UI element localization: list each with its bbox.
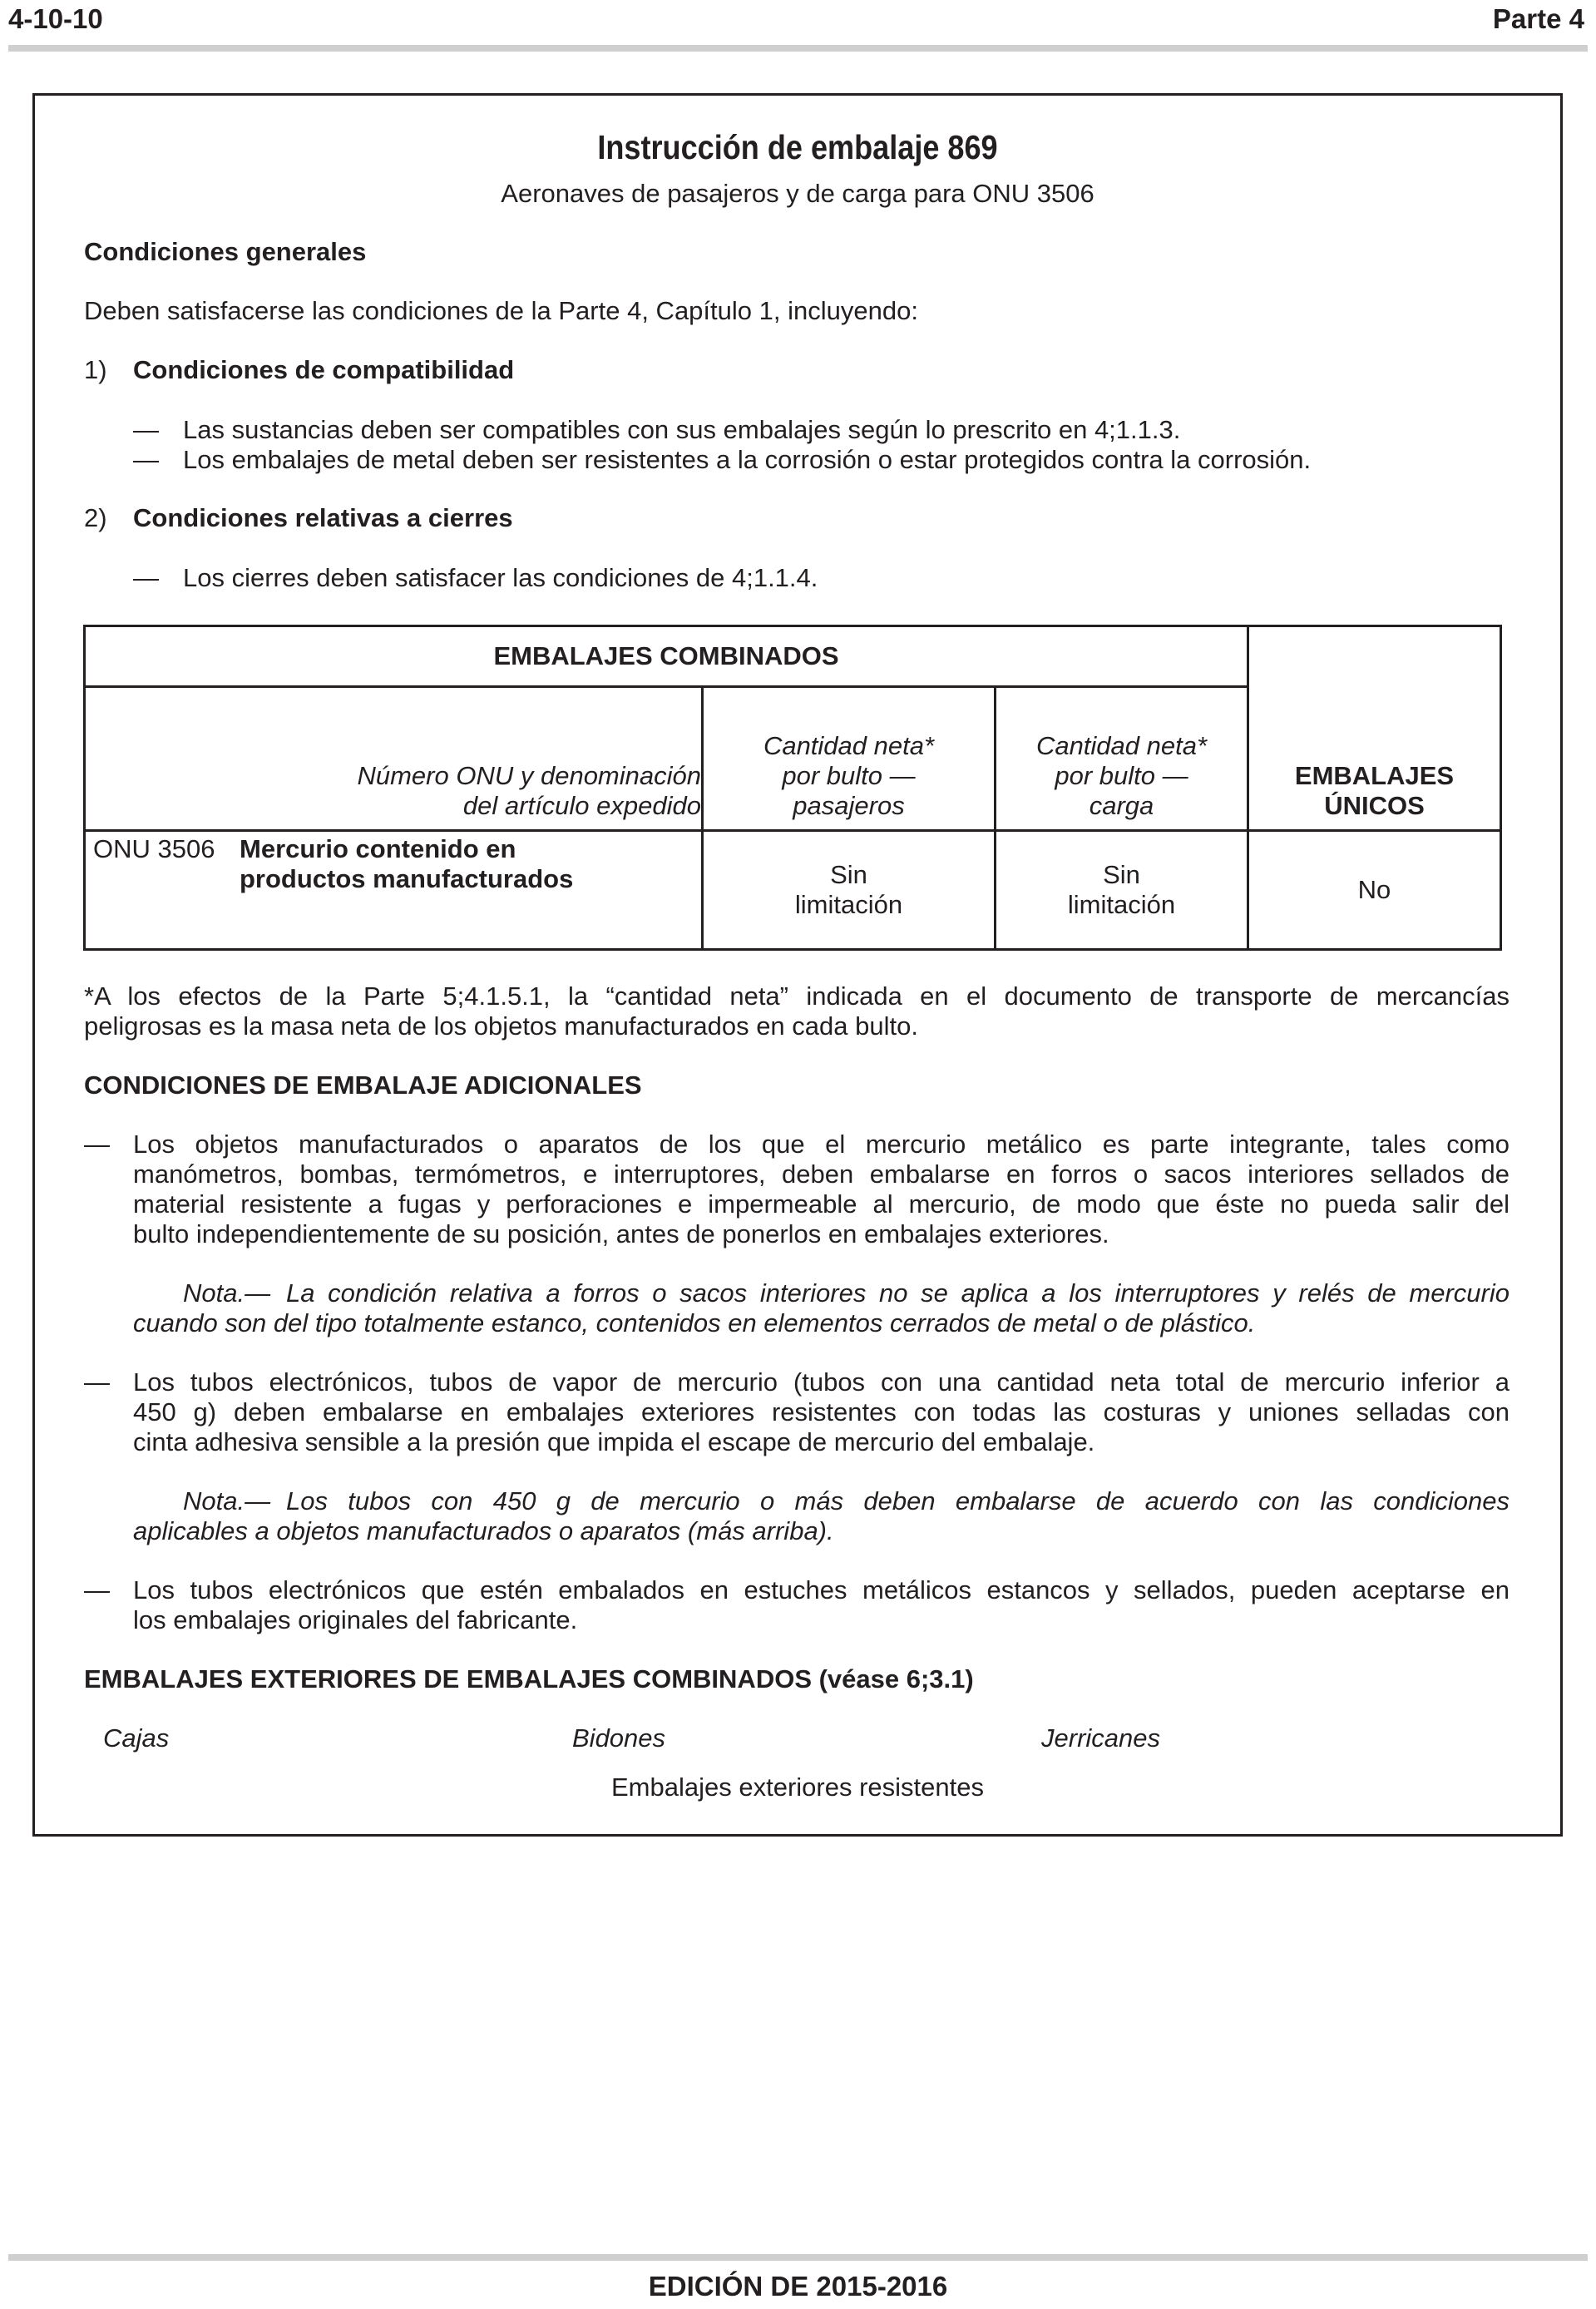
note-line: La condición relativa a forros o sacos interiores no se aplica a los interruptores y relés de mercurio bbox=[286, 1278, 1510, 1308]
footnote-line: *A los efectos de la Parte 5;4.1.5.1, la “cantidad neta” indicada en el documento de transporte de mercancías bbox=[84, 981, 1510, 1011]
paragraph-line: Los tubos electrónicos que estén embalados en estuches metálicos estancos y sellados, pueden aceptarse en bbox=[133, 1575, 1510, 1604]
col-header-single bbox=[1249, 627, 1500, 821]
col-header-passenger bbox=[704, 688, 994, 821]
bullet-dash: — bbox=[133, 445, 159, 474]
page-number: 4-10-10 bbox=[8, 3, 103, 34]
un-number: ONU 3506 bbox=[93, 834, 215, 863]
paragraph-line: cinta adhesiva sensible a la presión que impida el escape de mercurio del embalaje. bbox=[133, 1427, 1095, 1456]
cargo-quantity bbox=[996, 832, 1247, 948]
col-header-un-number bbox=[86, 688, 701, 821]
paragraph-line: 450 g) deben embalarse en embalajes exteriores resistentes con todas las costuras y uniones selladas con bbox=[133, 1397, 1510, 1426]
bullet-text: Las sustancias deben ser compatibles con sus embalajes según lo prescrito en 4;1.1.3. bbox=[183, 415, 1181, 444]
item-number: 1) bbox=[84, 355, 107, 384]
col-header-line: Cantidad neta* bbox=[1035, 731, 1208, 760]
paragraph-line: manómetros, bombas, termómetros, e interruptores, deben embalarse en forros o sacos interiores sellados de bbox=[133, 1159, 1510, 1189]
quantity-line: limitación bbox=[1067, 890, 1176, 919]
general-intro: Deben satisfacerse las condiciones de la Parte 4, Capítulo 1, incluyendo: bbox=[84, 296, 918, 325]
additional-heading: CONDICIONES DE EMBALAJE ADICIONALES bbox=[84, 1070, 642, 1100]
page-title: Instrucción de embalaje 869 bbox=[597, 128, 998, 166]
col-header-line: EMBALAJES bbox=[1294, 761, 1455, 790]
single-packaging-value: No bbox=[1357, 875, 1391, 904]
note-label: Nota.— bbox=[183, 1278, 271, 1308]
paragraph-line: material resistente a fugas y perforaciones e impermeable al mercurio, de modo que éste no pueda salir del bbox=[133, 1189, 1510, 1219]
substance-name: Mercurio contenido en bbox=[240, 834, 516, 863]
col-header-line: carga bbox=[1089, 791, 1154, 820]
col-header-line: Número ONU y denominación bbox=[357, 761, 701, 790]
packaging-table bbox=[83, 625, 1502, 951]
item-number: 2) bbox=[84, 503, 107, 532]
part-label: Parte 4 bbox=[1492, 3, 1584, 34]
bullet-dash: — bbox=[133, 563, 159, 592]
outer-packagings-note: Embalajes exteriores resistentes bbox=[611, 1773, 984, 1802]
col-header-line: por bulto — bbox=[1055, 761, 1188, 790]
col-header-line: ÚNICOS bbox=[1324, 791, 1425, 820]
header-rule bbox=[8, 45, 1588, 52]
paragraph-dash: — bbox=[84, 1367, 110, 1397]
instruction-frame bbox=[32, 93, 1563, 1837]
general-heading: Condiciones generales bbox=[84, 237, 367, 266]
col-header-line: Cantidad neta* bbox=[763, 731, 935, 760]
paragraph-dash: — bbox=[84, 1575, 110, 1604]
note-line: Los tubos con 450 g de mercurio o más deben embalarse de acuerdo con las condiciones bbox=[286, 1486, 1510, 1515]
paragraph-line: Los objetos manufacturados o aparatos de los que el mercurio metálico es parte integrante, tales como bbox=[133, 1130, 1510, 1159]
footnote-line: peligrosas es la masa neta de los objetos manufacturados en cada bulto. bbox=[84, 1011, 918, 1041]
edition-footer: EDICIÓN DE 2015-2016 bbox=[648, 2271, 948, 2302]
combined-packagings-header: EMBALAJES COMBINADOS bbox=[493, 641, 839, 670]
col-header-line: pasajeros bbox=[793, 791, 905, 820]
page-subtitle: Aeronaves de pasajeros y de carga para ONU 3506 bbox=[501, 179, 1094, 208]
paragraph-dash: — bbox=[84, 1130, 110, 1159]
footer-rule bbox=[8, 2254, 1588, 2261]
substance-name: productos manufacturados bbox=[240, 864, 574, 893]
note-line: cuando son del tipo totalmente estanco, contenidos en elementos cerrados de metal o de plástico. bbox=[133, 1308, 1256, 1337]
bullet-text: Los cierres deben satisfacer las condiciones de 4;1.1.4. bbox=[183, 563, 818, 592]
packaging-type: Cajas bbox=[103, 1723, 170, 1753]
note-label: Nota.— bbox=[183, 1486, 271, 1515]
paragraph-line: Los tubos electrónicos, tubos de vapor de mercurio (tubos con una cantidad neta total de mercurio inferior a bbox=[133, 1367, 1510, 1397]
col-header-line: por bulto — bbox=[782, 761, 916, 790]
quantity-line: limitación bbox=[794, 890, 903, 919]
item-heading: Condiciones relativas a cierres bbox=[133, 503, 513, 532]
paragraph-line: los embalajes originales del fabricante. bbox=[133, 1605, 578, 1634]
item-heading: Condiciones de compatibilidad bbox=[133, 355, 515, 384]
passenger-quantity bbox=[704, 832, 994, 948]
col-header-cargo bbox=[996, 688, 1247, 821]
outer-packagings-heading: EMBALAJES EXTERIORES DE EMBALAJES COMBINADOS (véase 6;3.1) bbox=[84, 1664, 974, 1693]
col-header-line: del artículo expedido bbox=[462, 791, 701, 820]
paragraph-line: bulto independientemente de su posición, antes de ponerlos en embalajes exteriores. bbox=[133, 1219, 1109, 1248]
bullet-dash: — bbox=[133, 415, 159, 444]
quantity-line: Sin bbox=[830, 860, 867, 889]
note-line: aplicables a objetos manufacturados o aparatos (más arriba). bbox=[133, 1516, 834, 1545]
packaging-type: Bidones bbox=[572, 1723, 666, 1753]
bullet-text: Los embalajes de metal deben ser resistentes a la corrosión o estar protegidos contra la corrosión. bbox=[183, 445, 1312, 474]
quantity-line: Sin bbox=[1103, 860, 1140, 889]
packaging-type: Jerricanes bbox=[1041, 1723, 1160, 1753]
